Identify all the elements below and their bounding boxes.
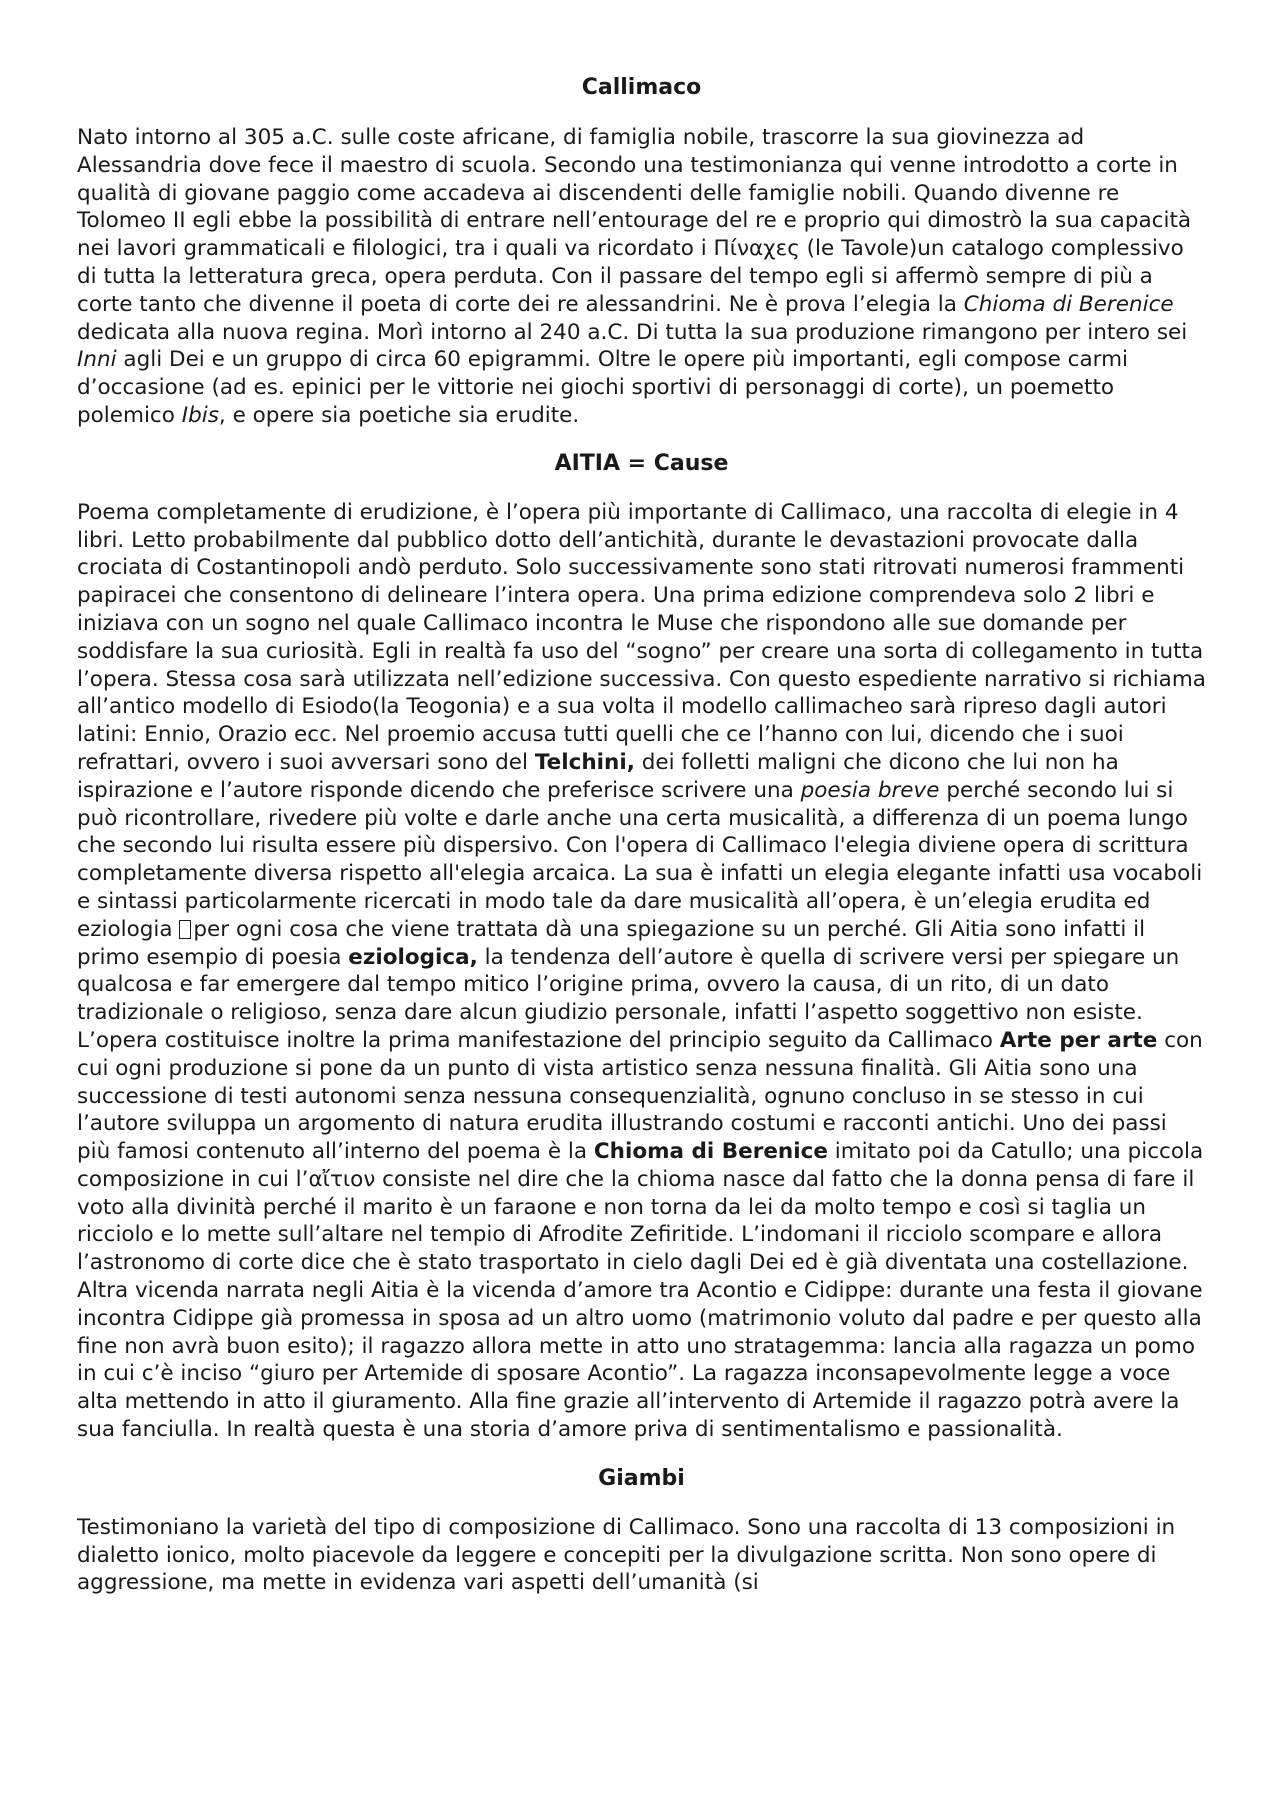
text-run: perché secondo lui si può ricontrollare, rivedere più volte e darle anche una certa musicalità, a differenza di un poema lungo che secondo lui risulta essere più dispersivo. Con l'opera di Callimaco l'elegia diviene opera di scrittura completamente diversa rispetto all'elegia arcaica. La sua è infatti un elegia elegante infatti usa vocaboli e sintassi particolarmente ricercati in modo tale da dare musicalità all’opera, è un’elegia erudita ed eziologia [77, 777, 1203, 942]
section-paragraph-callimaco [77, 124, 1206, 430]
bold-text: Arte per arte [999, 1027, 1158, 1053]
text-run: Poema completamente di erudizione, è l’opera più importante di Callimaco, una raccolta di elegie in 4 libri. Letto probabilmente dal pubblico dotto dell’antichità, durante le devastazioni provocate dalla crociata di Costantinopoli andò perduto. Solo successivamente sono stati ritrovati numerosi frammenti papiracei che consentono di delineare l’intera opera. Una prima edizione comprendeva solo 2 libri e iniziava con un sogno nel quale Callimaco incontra le Muse che rispondono alle sue domande per soddisfare la sua curiosità. Egli in realtà fa uso del “sogno” per creare una sorta di collegamento in tutta l’opera. Stessa cosa sarà utilizzata nell’edizione successiva. Con questo espediente narrativo si richiama all’antico modello di Esiodo(la Teogonia) e a sua volta il modello callimacheo sarà ripreso dagli autori latini: Ennio, Orazio ecc. Nel proemio accusa tutti quelli che ce l’hanno con lui, dicendo che i suoi refrattari, ovvero i suoi avversari sono del [77, 499, 1206, 775]
text-run: agli Dei e un gruppo di circa 60 epigrammi. Oltre le opere più importanti, egli compose carmi d’occasione (ad es. epinici per le vittorie nei giochi sportivi di personaggi di corte), un poemetto polemico [77, 347, 1129, 428]
section-paragraph-giambi [77, 1514, 1206, 1597]
italic-text: Ibis [181, 402, 219, 428]
missing-glyph-icon [179, 920, 191, 939]
section-title-giambi: Giambi [598, 1465, 685, 1491]
italic-text: poesia breve [800, 777, 940, 803]
section-title-aitia: AITIA = Cause [554, 450, 729, 476]
italic-text: Chioma di Berenice [963, 291, 1174, 317]
text-run: Nato intorno al 305 a.C. sulle coste africane, di famiglia nobile, trascorre la sua giovinezza ad Alessandria dove fece il maestro di scuola. Secondo una testimonianza qui venne introdotto a corte in qualità di giovane paggio come accadeva ai discendenti delle famiglie nobili. Quando divenne re Tolomeo II egli ebbe la possibilità di entrare nell’entourage del re e proprio qui dimostrò la sua capacità nei lavori grammaticali e filologici, tra i quali va ricordato i Πίναχες (le Tavole)un catalogo complessivo di tutta la letteratura greca, opera perduta. Con il passare del tempo egli si affermò sempre di più a corte tanto che divenne il poeta di corte dei re alessandrini. Ne è prova l’elegia la [77, 125, 1192, 317]
text-run: , e opere sia poetiche sia erudite. [218, 402, 580, 428]
italic-text: Inni [77, 347, 117, 373]
bold-text: Telchini, [534, 749, 635, 775]
bold-text: Chioma di Berenice [593, 1139, 828, 1165]
text-run: per ogni cosa che viene trattata dà una spiegazione su un perché. Gli Aitia sono infatti il primo esempio di poesia [77, 916, 1146, 970]
section-paragraph-aitia [77, 499, 1206, 1444]
text-run: imitato poi da Catullo; una piccola composizione in cui l’αἴτιον consiste nel dire che la chioma nasce dal fatto che la donna pensa di fare il voto alla divinità perché il marito è un faraone e non torna da lei da molto tempo e così si taglia un ricciolo e lo mette sull’altare nel tempio di Afrodite Zefiritide. L’indomani il ricciolo scompare e allora l’astronomo di corte dice che è stato trasportato in cielo dagli Dei ed è già diventata una costellazione. Altra vicenda narrata negli Aitia è la vicenda d’amore tra Acontio e Cidippe: durante una festa il giovane incontra Cidippe già promessa in sposa ad un altro uomo (matrimonio voluto dal padre e per questo alla fine non avrà buon esito); il ragazzo allora mette in atto uno stratagemma: lancia alla ragazza un pomo in cui c’è inciso “giuro per Artemide di sposare Acontio”. La ragazza inconsapevolmente legge a voce alta mettendo in atto il giuramento. Alla fine grazie all’intervento di Artemide il ragazzo potrà avere la sua fanciulla. In realtà questa è una storia d’amore priva di sentimentalismo e passionalità. [77, 1139, 1204, 1443]
section-title-callimaco: Callimaco [581, 75, 702, 100]
text-run: Testimoniano la varietà del tipo di composizione di Callimaco. Sono una raccolta di 13 composizioni in dialetto ionico, molto piacevole da leggere e concepiti per la divulgazione scritta. Non sono opere di aggressione, ma mette in evidenza vari aspetti dell’umanità (si [77, 1514, 1176, 1596]
bold-text: eziologica, [348, 944, 478, 970]
text-run: con cui ogni produzione si pone da un punto di vista artistico senza nessuna finalità. Gli Aitia sono una successione di testi autonomi senza nessuna consequenzialità, ognuno concluso in se stesso in cui l’autore sviluppa un argomento di natura erudita illustrando costumi e racconti antichi. Uno dei passi più famosi contenuto all’interno del poema è la [77, 1027, 1203, 1165]
text-run: dedicata alla nuova regina. Morì intorno al 240 a.C. Di tutta la sua produzione rimangono per intero sei [77, 319, 1188, 345]
text-run: dei folletti maligni che dicono che lui non ha ispirazione e l’autore risponde dicendo che preferisce scrivere una [77, 749, 1119, 803]
text-run: la tendenza dell’autore è quella di scrivere versi per spiegare un qualcosa e far emergere dal tempo mitico l’origine prima, ovvero la causa, di un rito, di un dato tradizionale o religioso, senza dare alcun giudizio personale, infatti l’aspetto soggettivo non esiste. L’opera costituisce inoltre la prima manifestazione del principio seguito da Callimaco [77, 944, 1180, 1053]
